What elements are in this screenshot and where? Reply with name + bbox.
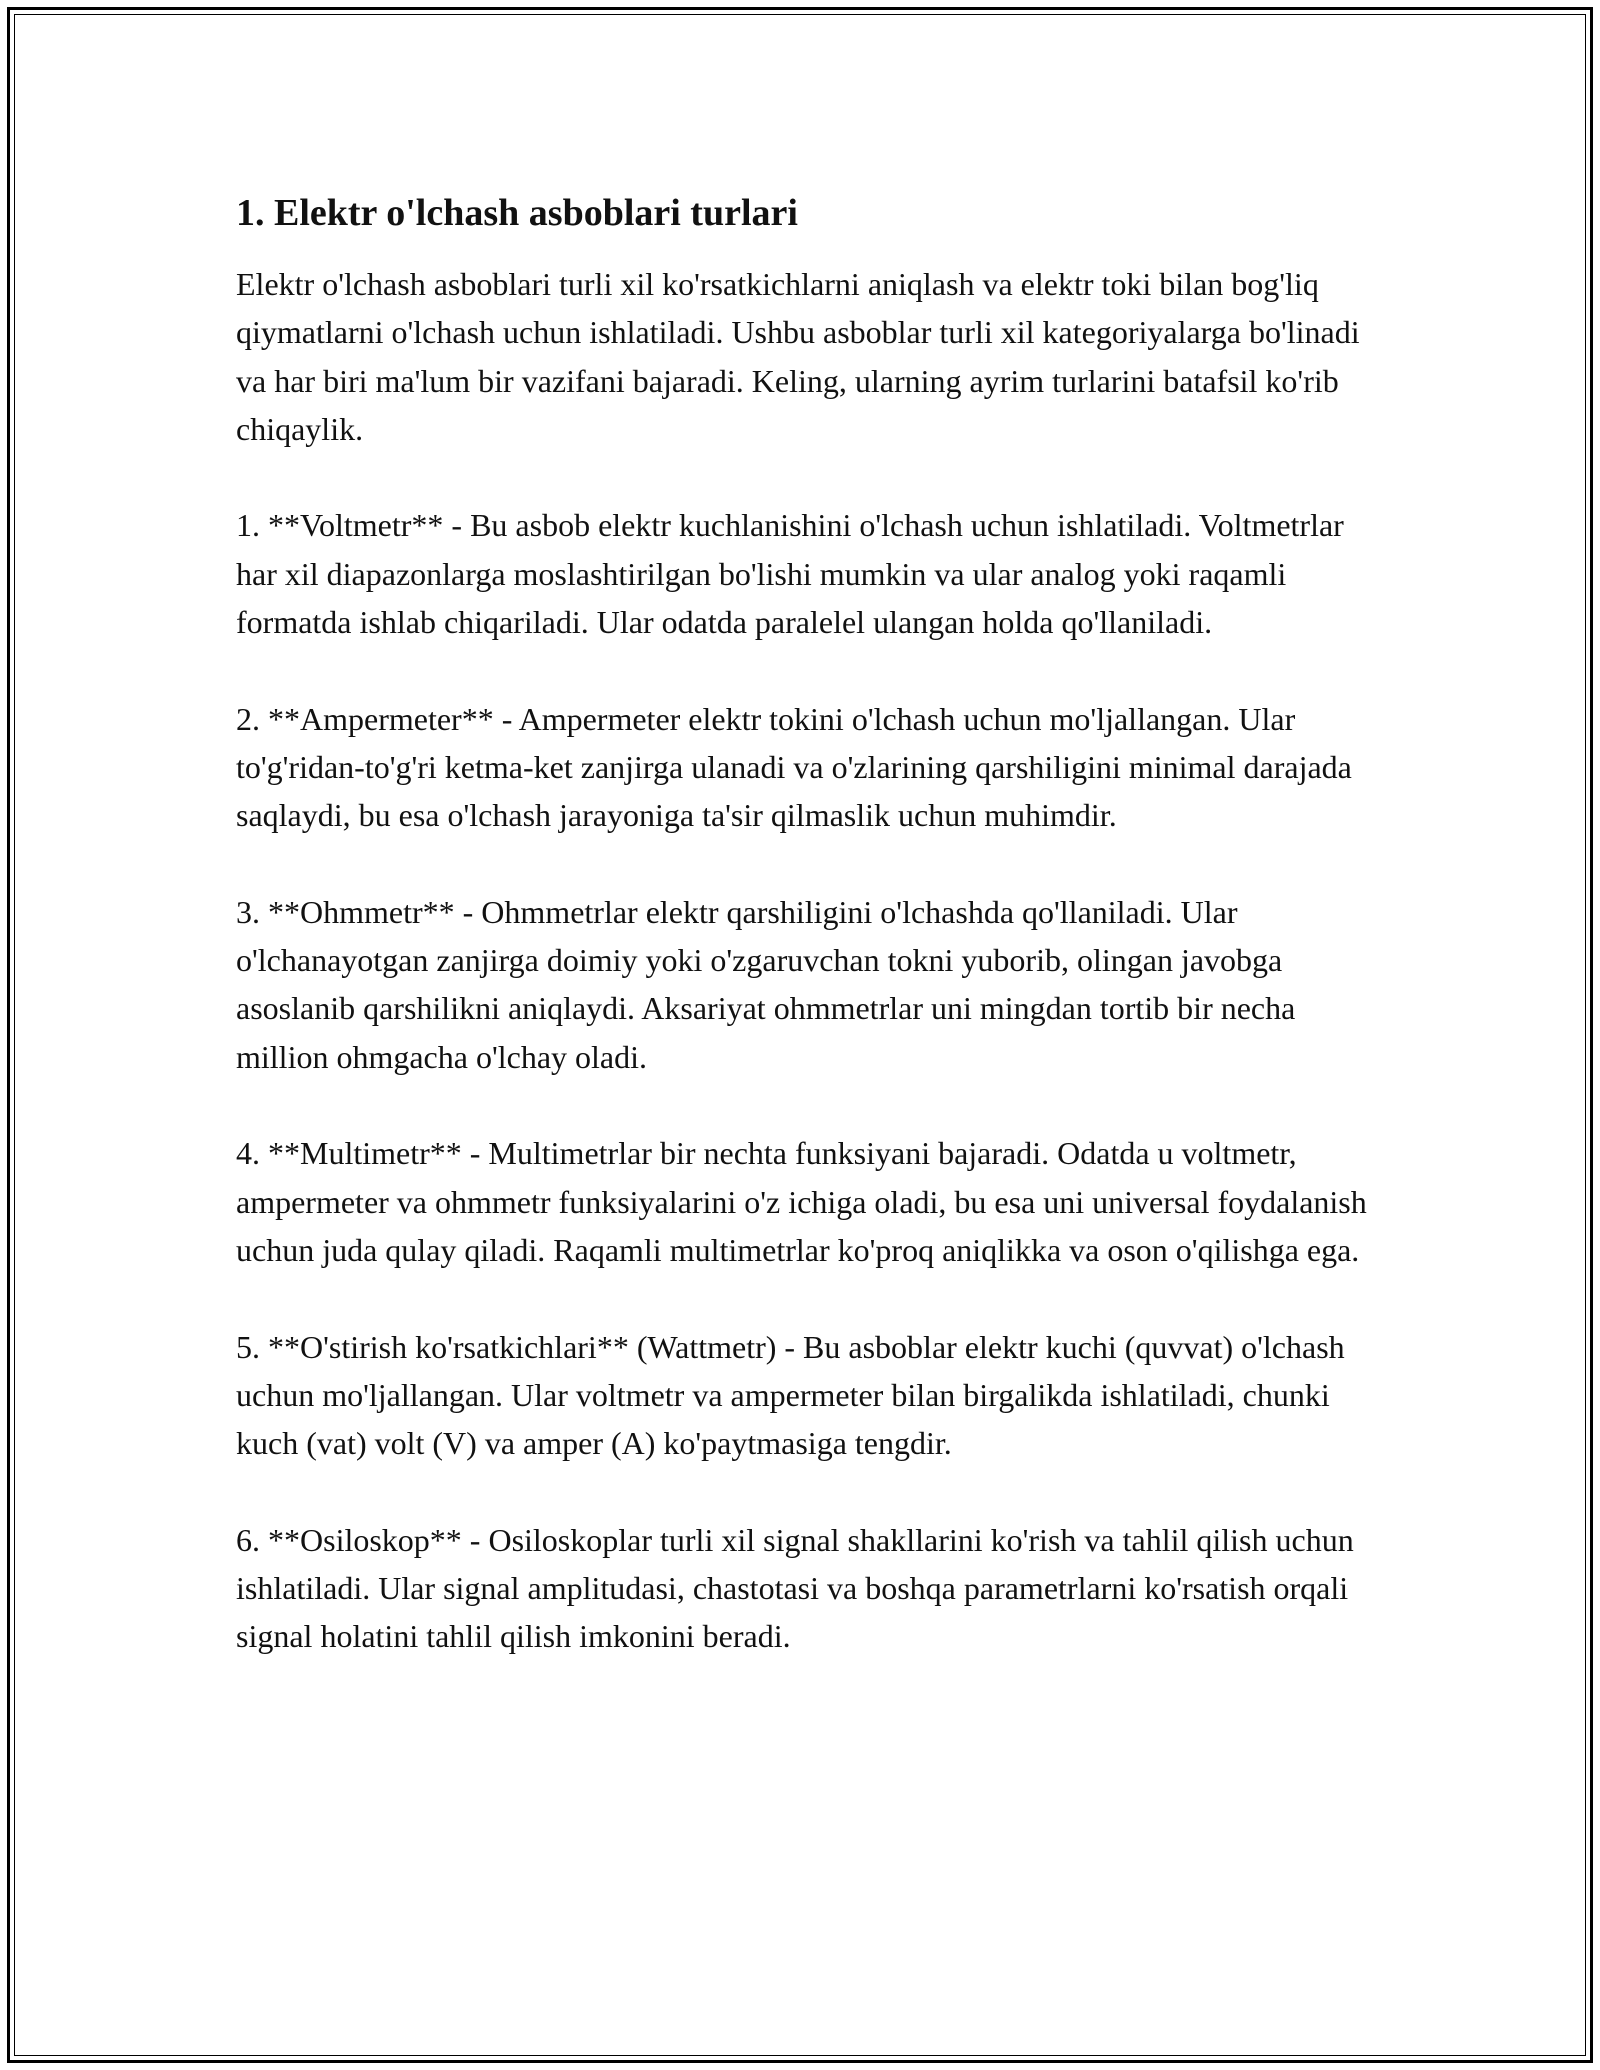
list-item-voltmetr: 1. **Voltmetr** - Bu asbob elektr kuchlanishini o'lchash uchun ishlatiladi. Voltmetrlar har xil diapazonlarga moslashtirilgan bo'lishi mumkin va ular analog yoki raqamli formatda ishlab chiqariladi. Ular odatda paralelel ulangan holda qo'llaniladi. — [236, 507, 1344, 641]
list-item-ohmmetr: 3. **Ohmmetr** - Ohmmetrlar elektr qarshiligini o'lchashda qo'llaniladi. Ular o'lchanayotgan zanjirga doimiy yoki o'zgaruvchan tokni yuborib, olingan javobga asoslanib qarshilikni aniqlaydi. Aksariyat ohmmetrlar uni mingdan tortib bir necha million ohmgacha o'lchay oladi. — [236, 893, 1296, 1075]
list-item-ampermeter: 2. **Ampermeter** - Ampermeter elektr tokini o'lchash uchun mo'ljallangan. Ular to'g'ridan-to'g'ri ketma-ket zanjirga ulanadi va o'zlarining qarshiligini minimal darajada saqlaydi, bu esa o'lchash jarayoniga ta'sir qilmaslik uchun muhimdir. — [236, 700, 1352, 834]
section-heading: 1. Elektr o'lchash asboblari turlari — [236, 192, 798, 234]
list-item-wattmetr: 5. **O'stirish ko'rsatkichlari** (Wattmetr) - Bu asboblar elektr kuchi (quvvat) o'lchash uchun mo'ljallangan. Ular voltmetr va ampermeter bilan birgalikda ishlatiladi, chunki kuch (vat) volt (V) va amper (A) ko'paytmasiga tengdir. — [236, 1328, 1345, 1462]
list-item-osiloskop: 6. **Osiloskop** - Osiloskoplar turli xil signal shakllarini ko'rish va tahlil qilish uchun ishlatiladi. Ular signal amplitudasi, chastotasi va boshqa parametrlarni ko'rsatish orqali signal holatini tahlil qilish imkonini beradi. — [236, 1521, 1354, 1655]
intro-paragraph: Elektr o'lchash asboblari turli xil ko'rsatkichlarni aniqlash va elektr toki bilan bog'liq qiymatlarni o'lchash uchun ishlatiladi. Ushbu asboblar turli xil kategoriyalarga bo'linadi va har biri ma'lum bir vazifani bajaradi. Keling, ularning ayrim turlarini batafsil ko'rib chiqaylik. — [236, 266, 1360, 447]
list-item-multimetr: 4. **Multimetr** - Multimetrlar bir nechta funksiyani bajaradi. Odatda u voltmetr, ampermeter va ohmmetr funksiyalarini o'z ichiga oladi, bu esa uni universal foydalanish uchun juda qulay qiladi. Raqamli multimetrlar ko'proq aniqlikka va oson o'qilishga ega. — [236, 1135, 1367, 1268]
document-body — [236, 186, 1376, 1709]
